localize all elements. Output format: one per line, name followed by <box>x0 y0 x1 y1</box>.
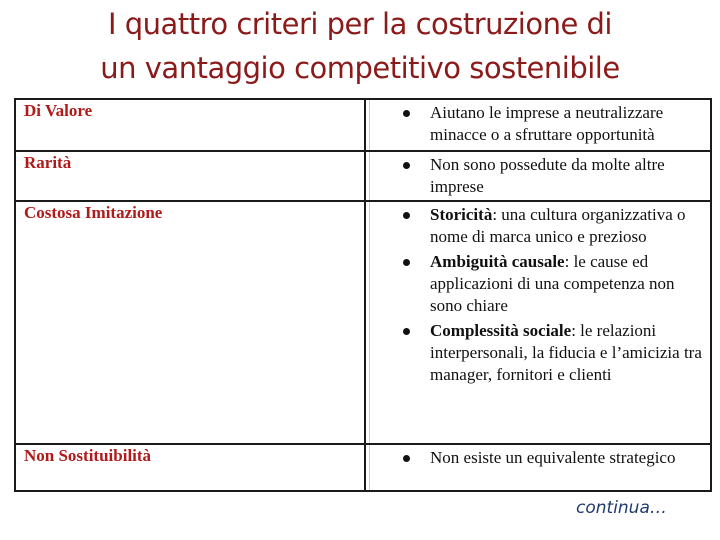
criterion-label: Non Sostituibilità <box>24 446 152 465</box>
criterion-label: Costosa Imitazione <box>24 203 163 222</box>
bullet-dot-icon <box>403 455 410 462</box>
bullet-bold: Ambiguità causale <box>430 252 565 271</box>
criterion-label: Di Valore <box>24 101 93 120</box>
bullet-item <box>396 102 706 146</box>
bullet-text: : le relazioni interpersonali, la fiducia e l’amicizia tra manager, fornitori e clienti <box>430 321 702 384</box>
bullet-bold: Storicità <box>430 205 493 224</box>
bullet-item <box>396 204 706 248</box>
bullet-list <box>396 447 706 472</box>
bullet-dot-icon <box>403 110 410 117</box>
title-line-2: un vantaggio competitivo sostenibile <box>100 51 620 85</box>
table-row <box>16 100 710 150</box>
bullet-text: : le cause ed applicazioni di una competenza non sono chiare <box>430 252 675 315</box>
bullet-list <box>396 154 706 201</box>
bullet-dot-icon <box>403 162 410 169</box>
bullet-item <box>396 320 706 386</box>
criterion-label: Rarità <box>24 153 72 172</box>
bullet-item <box>396 251 706 317</box>
table-row <box>16 443 710 492</box>
slide-title <box>0 2 720 90</box>
bullet-dot-icon <box>403 328 410 335</box>
bullet-list <box>396 204 706 389</box>
bullet-text: Non sono possedute da molte altre imprese <box>430 155 665 196</box>
table-row <box>16 200 710 443</box>
continue-note: continua… <box>576 498 667 518</box>
bullet-text: Aiutano le imprese a neutralizzare minacce o a sfruttare opportunità <box>430 103 664 144</box>
bullet-text: : una cultura organizzativa o nome di marca unico e prezioso <box>430 205 686 246</box>
bullet-bold: Complessità sociale <box>430 321 572 340</box>
bullet-text: Non esiste un equivalente strategico <box>430 448 676 467</box>
table-row <box>16 150 710 200</box>
bullet-dot-icon <box>403 259 410 266</box>
bullet-dot-icon <box>403 212 410 219</box>
bullet-item <box>396 447 706 469</box>
bullet-list <box>396 102 706 149</box>
bullet-item <box>396 154 706 198</box>
title-line-1: I quattro criteri per la costruzione di <box>108 7 612 41</box>
criteria-table <box>14 98 712 492</box>
